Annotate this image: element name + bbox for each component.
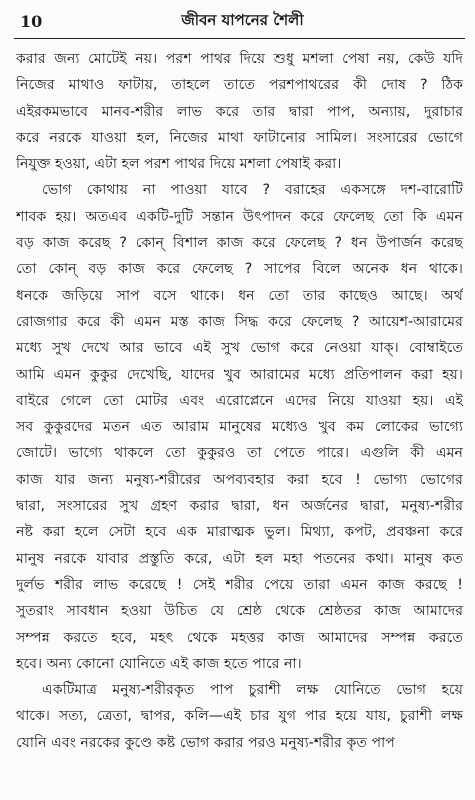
text-line: বড় কাজ করেছ ? কোন্ বিশাল কাজ করে ফেলেছ ? ধন উপার্জন করেছ [16, 235, 463, 252]
text-line: মধ্যে সুখ দেখে আর ভাবে এই সুখ ভোগ করে নেওয়া যাক্। বোম্বাইতে [16, 340, 463, 357]
text-line: শাবক হয়। অতএব একটি-দুটি সন্তান উৎপাদন করে ফেলেছ তো কি এমন [16, 208, 463, 225]
text-line: সম্পন্ন করতে হবে, মহৎ থেকে মহত্তর কাজ আমাদের সম্পন্ন করতে [16, 629, 463, 646]
text-line: নিজের মাথাও ফাটায়, তাহলে তাতে পরশপাথরের কী দোষ ? ঠিক [16, 77, 463, 94]
text-line: জোটে। ভাগ্যে থাকলে তো কুকুরও তা পেতে পারে। এগুলি কী এমন [16, 445, 463, 462]
text-line: ভোগ কোথায় না পাওয়া যাবে ? বরাহের একসঙ্গে দশ-বারোটি [42, 182, 463, 199]
text-line: ধনকে জড়িয়ে সাপ বসে থাকে। ধন তো তার কাছেও আছে। অর্থ [16, 287, 463, 304]
text-line: কাজ যার জন্য মনুষ্য-শরীরের অপব্যবহার করা হবে ! ভোগ্য ভোগের [16, 471, 463, 488]
text-line: সব কুকুরদের মতন এত আরাম মানুষের মধ্যেও খুব কম লোকের ভাগ্যে [16, 419, 463, 436]
text-line: রোজগার করে কী এমন মস্ত কাজ সিদ্ধ করে ফেলেছ ? আয়েশ-আরামের [16, 313, 463, 330]
text-line: করার জন্য মোটেই নয়। পরশ পাথর দিয়ে শুধু মশলা পেষা নয়, কেউ যদি [16, 51, 463, 67]
page-header [14, 4, 465, 39]
text-line: নষ্ট করা হলে সেটা হবে এক মারাত্মক ভুল। মিথ্যা, কপট, প্রবঞ্চনা করে [16, 524, 463, 541]
text-line: দুর্লভ শরীর লাভ করেছে ! সেই শরীর পেয়ে তারা এমন কাজ করছে ! [16, 576, 463, 593]
text-line: নিযুক্ত হওয়া, এটা হল পরশ পাথর দিয়ে মশলা পেষাই করা। [16, 156, 342, 173]
text-line: যোনি এবং নরকের কুণ্ডে কষ্ট ভোগ করার পরও মনুষ্য-শরীর কৃত পাপ [16, 734, 395, 751]
text-line: থাকে। সত্য, ত্রেতা, দ্বাপর, কলি—এই চার যুগ পার হয়ে যায়, চুরাশী লক্ষ [16, 708, 463, 725]
text-line: মানুষ নরকে যাবার প্রস্তুতি করে, এটা হল মহা পতনের কথা। মানুষ কত [16, 550, 463, 567]
text-line: দ্বারা, সংসারের সুখ গ্রহণ করার দ্বারা, ধন অর্জনের দ্বারা, মনুষ্য-শরীর [16, 498, 463, 515]
paragraph [16, 46, 463, 177]
page-number: 10 [20, 11, 43, 31]
text-line: সুতরাং সাবধান হওয়া উচিত যে শ্রেষ্ঠ থেকে শ্রেষ্ঠতর কাজ আমাদের [16, 603, 463, 620]
text-line: একটিমাত্র মনুষ্য-শরীরকৃত পাপ চুরাশী লক্ষ যোনিতে ভোগ হয়ে [42, 682, 463, 699]
text-line: তো কোন্ বড় কাজ করে ফেলেছ ? সাপের বিলে অনেক ধন থাকে। [16, 261, 463, 278]
text-line: হবে। অন্য কোনো যোনিতে এই কাজ হতে পারে না। [16, 655, 302, 672]
paragraph [16, 177, 463, 677]
text-line: করে নরকে যাওয়া হল, নিজের মাথা ফাটানোর সামিল। সংসারের ভোগে [16, 129, 463, 146]
text-line: বাইরে গেলে তো মোটর এবং এরোপ্লেনে এদের নিয়ে যাওয়া হয়। এই [16, 392, 463, 409]
running-title: জীবন যাপনের শৈলী [181, 10, 304, 29]
paragraph [16, 677, 463, 756]
body-text [16, 46, 463, 756]
text-line: আমি এমন কুকুর দেখেছি, যাদের খুব আরামের মধ্যে প্রতিপালন করা হয়। [16, 366, 463, 383]
text-line: এইরকমভাবে মানব-শরীর লাভ করে তার দ্বারা পাপ, অন্যায়, দুরাচার [16, 103, 463, 120]
